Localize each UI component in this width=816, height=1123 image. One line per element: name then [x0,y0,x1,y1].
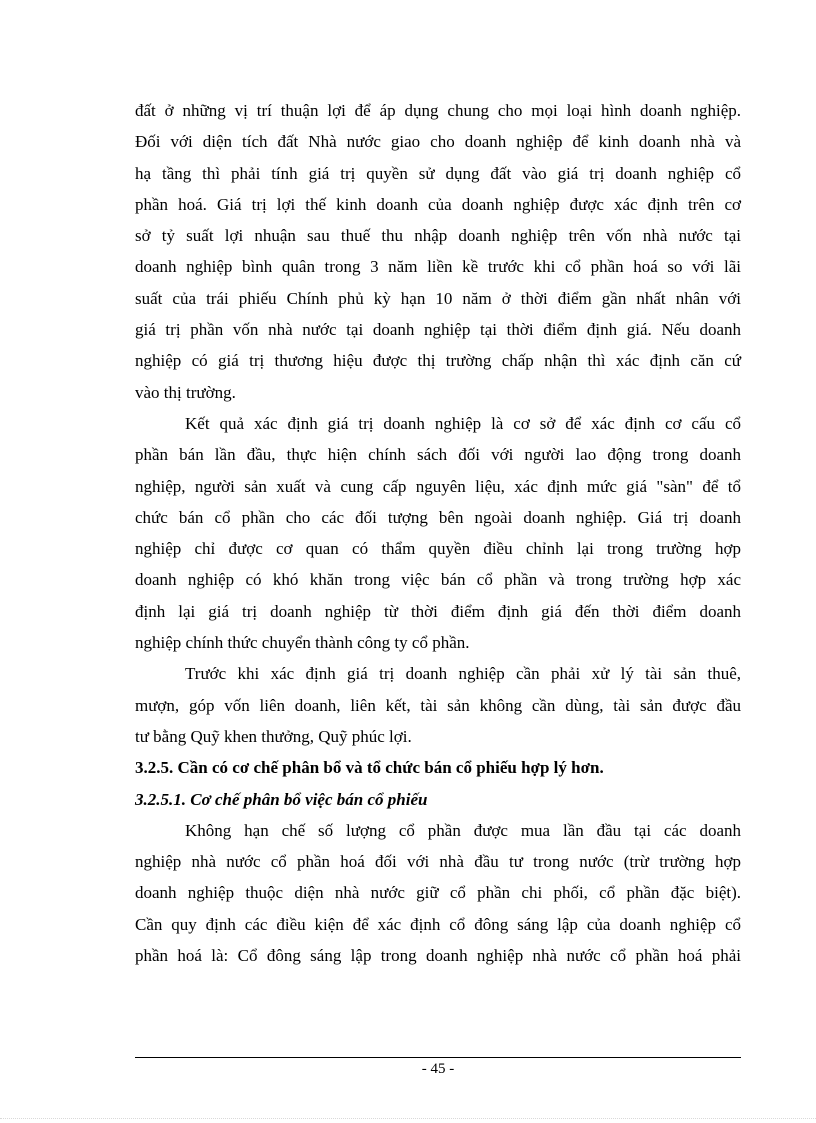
text-line: Không hạn chế số lượng cổ phần được mua lần đầu tại các doanh [185,820,741,840]
paragraph [135,95,741,408]
text-line: doanh nghiệp bình quân trong 3 năm liền kề trước khi cổ phần hoá so với lãi [135,257,741,277]
text-line: doanh nghiệp thuộc diện nhà nước giữ cổ phần chi phối, cổ phần đặc biệt). [135,883,741,903]
text-line: nghiệp chỉ được cơ quan có thẩm quyền điều chỉnh lại trong trường hợp [135,539,741,559]
text-line: nghiệp có giá trị thương hiệu được thị trường chấp nhận thì xác định căn cứ [135,351,741,371]
text-line: Kết quả xác định giá trị doanh nghiệp là cơ sở để xác định cơ cấu cổ [185,413,741,433]
text-line: phần hoá là: Cổ đông sáng lập trong doanh nghiệp nhà nước cổ phần hoá phải [135,946,741,966]
text-line: phần hoá. Giá trị lợi thế kinh doanh của doanh nghiệp được xác định trên cơ [135,194,741,214]
text-line: nghiệp, người sản xuất và cung cấp nguyên liệu, xác định mức giá "sàn" để tổ [135,476,741,496]
text-line: suất của trái phiếu Chính phủ kỳ hạn 10 năm ở thời điểm gần nhất nhân với [135,288,741,308]
subsection-heading: 3.2.5.1. Cơ chế phân bổ việc bán cổ phiếu [135,789,428,809]
paragraph [135,815,741,971]
text-line: tư bằng Quỹ khen thưởng, Quỹ phúc lợi. [135,726,412,746]
text-line: hạ tầng thì phải tính giá trị quyền sử dụng đất vào giá trị doanh nghiệp cổ [135,163,741,183]
paragraph [135,658,741,752]
text-line: định lại giá trị doanh nghiệp từ thời điểm định giá đến thời điểm doanh [135,601,741,621]
page-edge-divider [0,1118,816,1119]
text-line: giá trị phần vốn nhà nước tại doanh nghiệp tại thời điểm định giá. Nếu doanh [135,320,741,340]
text-line: chức bán cổ phần cho các đối tượng bên ngoài doanh nghiệp. Giá trị doanh [135,507,741,527]
text-line: sở tỷ suất lợi nhuận sau thuế thu nhập doanh nghiệp trên vốn nhà nước tại [135,226,741,246]
text-line: doanh nghiệp có khó khăn trong việc bán cổ phần và trong trường hợp xác [135,570,741,590]
text-line: Trước khi xác định giá trị doanh nghiệp cần phải xử lý tài sản thuê, [185,664,741,684]
text-line: nghiệp chính thức chuyển thành công ty cổ phần. [135,633,470,653]
footer-divider [135,1057,741,1058]
document-body [135,95,741,971]
text-line: Đối với diện tích đất Nhà nước giao cho doanh nghiệp để kinh doanh nhà và [135,132,741,152]
text-line: Cần quy định các điều kiện để xác định cổ đông sáng lập của doanh nghiệp cổ [135,914,741,934]
paragraph [135,408,741,658]
text-line: vào thị trường. [135,382,236,402]
page-number: - 45 - [421,1061,455,1077]
text-line: nghiệp nhà nước cổ phần hoá đối với nhà đầu tư trong nước (trừ trường hợp [135,852,741,872]
section-heading: 3.2.5. Cần có cơ chế phân bổ và tổ chức bán cổ phiếu hợp lý hơn. [135,758,604,778]
text-line: đất ở những vị trí thuận lợi để áp dụng chung cho mọi loại hình doanh nghiệp. [135,101,741,120]
text-line: phần bán lần đầu, thực hiện chính sách đối với người lao động trong doanh [135,445,741,465]
text-line: mượn, góp vốn liên doanh, liên kết, tài sản không cần dùng, tài sản được đầu [135,695,741,715]
